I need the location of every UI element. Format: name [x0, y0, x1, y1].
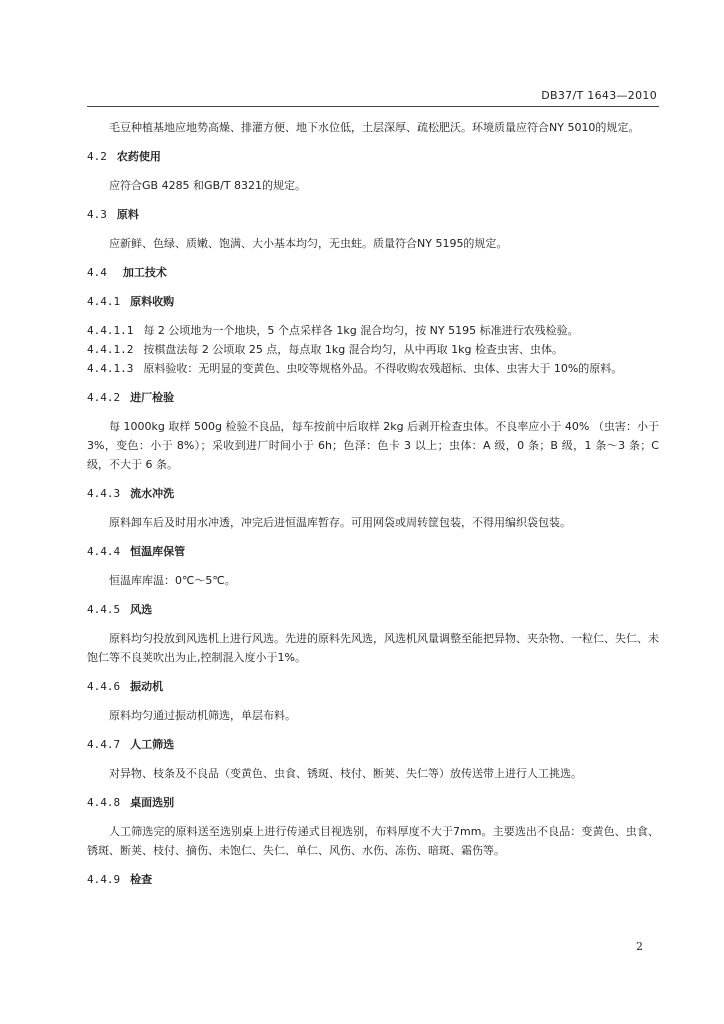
section-title: 振动机: [130, 680, 164, 693]
section-title: 原料收购: [130, 295, 175, 308]
clause-list: [87, 321, 659, 378]
section-heading: [87, 870, 659, 889]
header-rule: [87, 106, 659, 107]
clause-text: 按棋盘法每 2 公顷取 25 点，每点取 1kg 混合均匀，从中再取 1kg 检查虫害、虫体。: [143, 343, 564, 356]
section-number: 4.4: [87, 266, 107, 279]
intro-paragraph: 毛豆种植基地应地势高燥、排灌方便、地下水位低，土层深厚、疏松肥沃。环境质量应符合NY 5010的规定。: [109, 121, 640, 134]
section-paragraph: 原料均匀通过振动机筛选，单层布料。: [109, 709, 296, 722]
section-title: 风选: [130, 603, 153, 616]
section-number: 4.4.5: [87, 603, 121, 616]
section-heading: [87, 205, 659, 224]
section-title: 农药使用: [116, 150, 161, 163]
section-paragraph: 恒温库库温：0℃～5℃。: [109, 574, 236, 587]
section-paragraph: 每 1000kg 取样 500g 检验不良品，每车按前中后取样 2kg 后剥开检查虫体。不良率应小于 40% （虫害：小于 3%，变色：小于 8%）；采收到进厂时间小于 6h；色泽：色卡 3 以上；虫体：A 级，0 条；B 级，1 条～3 条；C 级，不大于 6 条。: [87, 420, 659, 471]
standard-code: DB37/T 1643—2010: [541, 89, 657, 102]
section-heading: [87, 735, 659, 754]
section-paragraph: 人工筛选完的原料送至选别桌上进行传递式目视选别，布料厚度不大于7mm。主要选出不良品：变黄色、虫食、锈斑、断荚、枝付、摘伤、未饱仁、失仁、单仁、风伤、水伤、冻伤、暗斑、霜伤等。: [87, 825, 659, 857]
section-title: 人工筛选: [130, 738, 175, 751]
section-heading: [87, 388, 659, 407]
section-paragraph: 应符合GB 4285 和GB/T 8321的规定。: [109, 179, 307, 192]
list-item: [87, 359, 659, 378]
section-heading: [87, 292, 659, 311]
section-number: 4.4.3: [87, 487, 121, 500]
section-heading: [87, 542, 659, 561]
clause-number: 4.4.1.3: [87, 362, 134, 375]
section-number: 4.4.8: [87, 796, 121, 809]
section-number: 4.4.1: [87, 295, 121, 308]
section-number: 4.4.9: [87, 873, 121, 886]
section-number: 4.4.7: [87, 738, 121, 751]
document-body: [87, 118, 659, 899]
section-paragraph: 原料卸车后及时用水冲透，冲完后进恒温库暂存。可用网袋或周转筐包装，不得用编织袋包装。: [109, 516, 571, 529]
section-title: 桌面选别: [130, 796, 175, 809]
section-paragraph: 原料均匀投放到风选机上进行风选。先进的原料先风选，风选机风量调整至能把异物、夹杂物、一粒仁、失仁、未饱仁等不良荚吹出为止,控制混入度小于1%。: [87, 632, 659, 664]
list-item: [87, 340, 659, 359]
section-title: 加工技术: [122, 266, 167, 279]
section-number: 4.4.2: [87, 391, 121, 404]
list-item: [87, 321, 659, 340]
clause-number: 4.4.1.2: [87, 343, 134, 356]
section-paragraph: 应新鲜、色绿、质嫩、饱满、大小基本均匀，无虫蛀。质量符合NY 5195的规定。: [109, 237, 508, 250]
section-heading: [87, 484, 659, 503]
section-number: 4.4.4: [87, 545, 121, 558]
page-number: 2: [636, 940, 643, 953]
section-title: 流水冲洗: [130, 487, 175, 500]
section-heading: [87, 263, 659, 282]
clause-text: 每 2 公顷地为一个地块，5 个点采样各 1kg 混合均匀，按 NY 5195 标准进行农残检验。: [143, 324, 579, 337]
section-title: 进厂检验: [130, 391, 175, 404]
section-title: 原料: [116, 208, 139, 221]
section-number: 4.2: [87, 150, 107, 163]
section-number: 4.4.6: [87, 680, 121, 693]
section-title: 检查: [130, 873, 153, 886]
section-heading: [87, 600, 659, 619]
section-paragraph: 对异物、枝条及不良品（变黄色、虫食、锈斑、枝付、断荚、失仁等）放传送带上进行人工挑选。: [109, 767, 582, 780]
clause-text: 原料验收：无明显的变黄色、虫咬等规格外品。不得收购农残超标、虫体、虫害大于 10%的原料。: [143, 362, 623, 375]
section-heading: [87, 677, 659, 696]
section-number: 4.3: [87, 208, 107, 221]
section-title: 恒温库保管: [130, 545, 186, 558]
clause-number: 4.4.1.1: [87, 324, 134, 337]
section-heading: [87, 147, 659, 166]
section-heading: [87, 793, 659, 812]
